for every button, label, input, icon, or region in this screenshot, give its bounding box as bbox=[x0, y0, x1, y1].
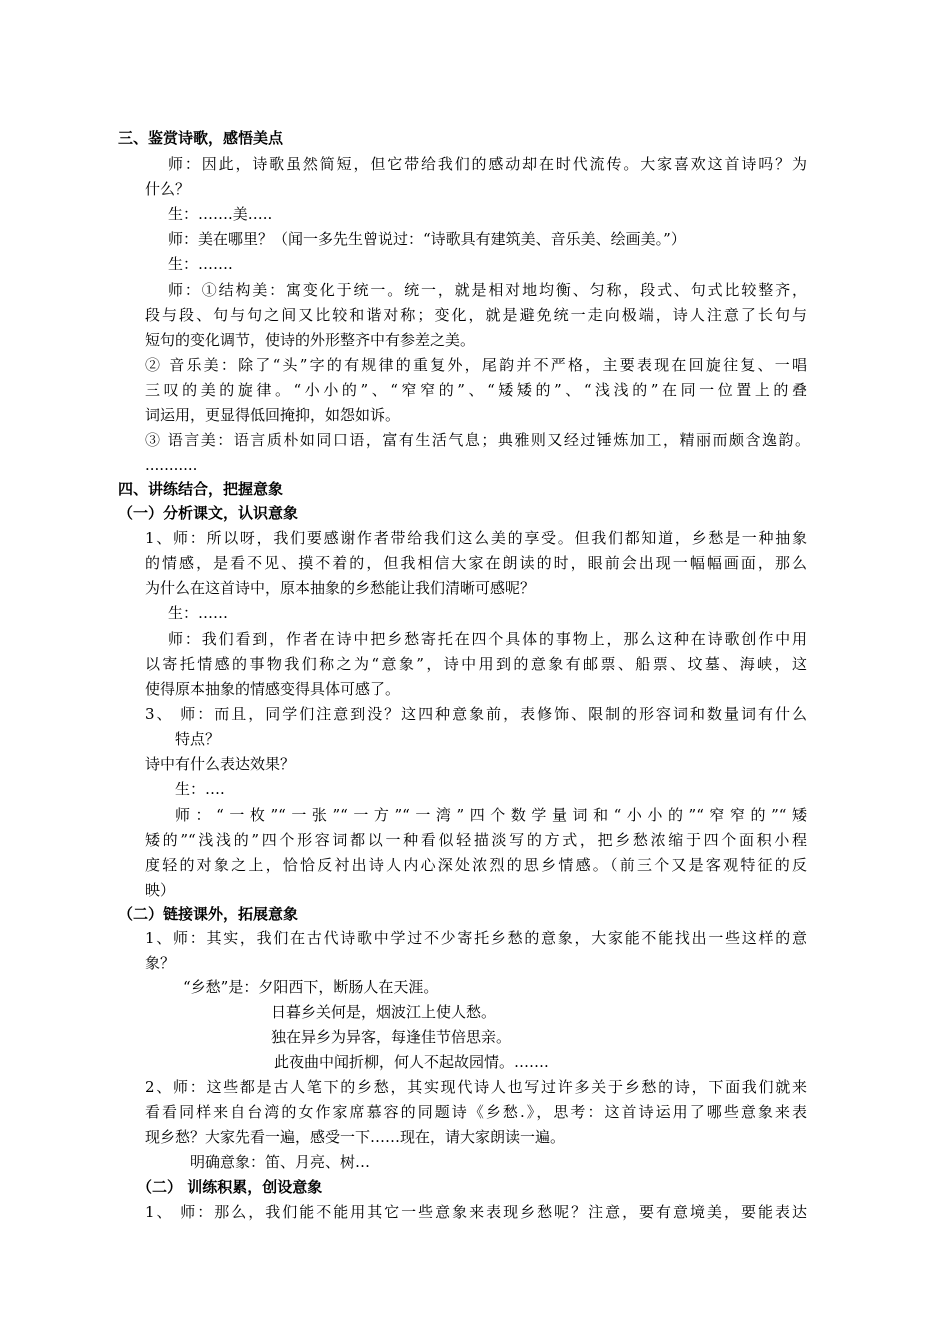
subsection-3-heading: （二） 训练积累，创设意象 bbox=[137, 1178, 323, 1196]
paragraph-line: 象？ bbox=[145, 954, 176, 972]
paragraph-line: 短句的变化调节，使诗的外形整齐中有参差之美。 bbox=[145, 331, 476, 349]
paragraph-line: 1、 师：那么，我们能不能用其它一些意象来表现乡愁呢？注意，要有意境美，要能表达 bbox=[145, 1203, 807, 1221]
paragraph-line: 1、师：其实，我们在古代诗歌中学过不少寄托乡愁的意象，大家能不能找出一些这样的意 bbox=[145, 929, 807, 947]
poem-line: “乡愁”是：夕阳西下，断肠人在天涯。 bbox=[183, 978, 439, 996]
paragraph-line: 2、师：这些都是古人笔下的乡愁，其实现代诗人也写过许多关于乡愁的诗，下面我们就来 bbox=[145, 1078, 807, 1096]
paragraph-line: 师：因此，诗歌虽然简短，但它带给我们的感动却在时代流传。大家喜欢这首诗吗？为 bbox=[168, 155, 807, 173]
paragraph-line: 师：①结构美：寓变化于统一。统一，就是相对地均衡、匀称，段式、句式比较整齐， bbox=[168, 281, 807, 299]
paragraph-line: 段与段、句与句之间又比较和谐对称；变化，就是避免统一走向极端，诗人注意了长句与 bbox=[145, 306, 807, 324]
paragraph-line: 使得原本抽象的情感变得具体可感了。 bbox=[145, 680, 401, 698]
paragraph-line: 生：…. bbox=[175, 780, 225, 798]
paragraph-line: 的情感，是看不见、摸不着的，但我相信大家在朗读的时，眼前会出现一幅幅画面，那么 bbox=[145, 554, 807, 572]
paragraph-line: 生：……. bbox=[168, 255, 233, 273]
paragraph-line: 什么？ bbox=[145, 180, 191, 198]
paragraph-line: 师：美在哪里？（闻一多先生曾说过：“诗歌具有建筑美、音乐美、绘画美。”） bbox=[168, 230, 686, 248]
paragraph-line: ③ 语言美：语言质朴如同口语，富有生活气息；典雅则又经过锤炼加工，精丽而颇含逸韵。 bbox=[145, 431, 810, 449]
paragraph-line: 师：“一枚”“一张”“一方”“一湾”四个数学量词和“小小的”“窄窄的”“矮 bbox=[175, 806, 807, 824]
paragraph-line: 以寄托情感的事物我们称之为“意象”，诗中用到的意象有邮票、船票、坟墓、海峡，这 bbox=[145, 655, 807, 673]
paragraph-line: 度轻的对象之上，恰恰反衬出诗人内心深处浓烈的思乡情感。（前三个又是客观特征的反 bbox=[145, 856, 807, 874]
paragraph-line: 映） bbox=[145, 881, 176, 899]
poem-line: 日暮乡关何是，烟波江上使人愁。 bbox=[271, 1003, 497, 1021]
paragraph-line: 特点？ bbox=[175, 730, 221, 748]
paragraph-line: 师：我们看到，作者在诗中把乡愁寄托在四个具体的事物上，那么这种在诗歌创作中用 bbox=[168, 630, 807, 648]
poem-line: 此夜曲中闻折柳，何人不起故园情。……. bbox=[274, 1053, 549, 1071]
paragraph-line: ② 音乐美：除了“头”字的有规律的重复外，尾韵并不严格，主要表现在回旋往复、一唱 bbox=[145, 356, 807, 374]
paragraph-line: 看看同样来自台湾的女作家席慕容的同题诗《乡愁.》，思考：这首诗运用了哪些意象来表 bbox=[145, 1103, 807, 1121]
paragraph-line: 现乡愁？大家先看一遍，感受一下……现在，请大家朗读一遍。 bbox=[145, 1128, 566, 1146]
paragraph-line: 诗中有什么表达效果？ bbox=[145, 755, 296, 773]
paragraph-line: ........... bbox=[145, 456, 198, 474]
section-4-heading: 四、讲练结合，把握意象 bbox=[118, 480, 284, 498]
subsection-1-heading: （一）分析课文，认识意象 bbox=[118, 504, 299, 522]
paragraph-line: 三叹的美的旋律。“小小的”、“窄窄的”、“矮矮的”、“浅浅的”在同一位置上的叠 bbox=[145, 381, 807, 399]
paragraph-line: 矮的”“浅浅的”四个形容词都以一种看似轻描淡写的方式，把乡愁浓缩于四个面积小程 bbox=[145, 831, 807, 849]
paragraph-line: 生：…… bbox=[168, 604, 229, 622]
paragraph-line: 为什么在这首诗中，原本抽象的乡愁能让我们清晰可感呢？ bbox=[145, 579, 536, 597]
section-3-heading: 三、鉴赏诗歌，感悟美点 bbox=[118, 129, 284, 147]
paragraph-line: 明确意象：笛、月亮、树… bbox=[190, 1153, 371, 1171]
poem-line: 独在异乡为异客，每逢佳节倍思亲。 bbox=[271, 1028, 512, 1046]
paragraph-line: 词运用，更显得低回掩抑，如怨如诉。 bbox=[145, 406, 401, 424]
paragraph-line: 生：…….美….. bbox=[168, 205, 273, 223]
paragraph-line: 3、 师：而且，同学们注意到没？这四种意象前，表修饰、限制的形容词和数量词有什么 bbox=[145, 705, 807, 723]
paragraph-line: 1、师：所以呀，我们要感谢作者带给我们这么美的享受。但我们都知道，乡愁是一种抽象 bbox=[145, 529, 807, 547]
subsection-2-heading: （二）链接课外，拓展意象 bbox=[118, 905, 299, 923]
